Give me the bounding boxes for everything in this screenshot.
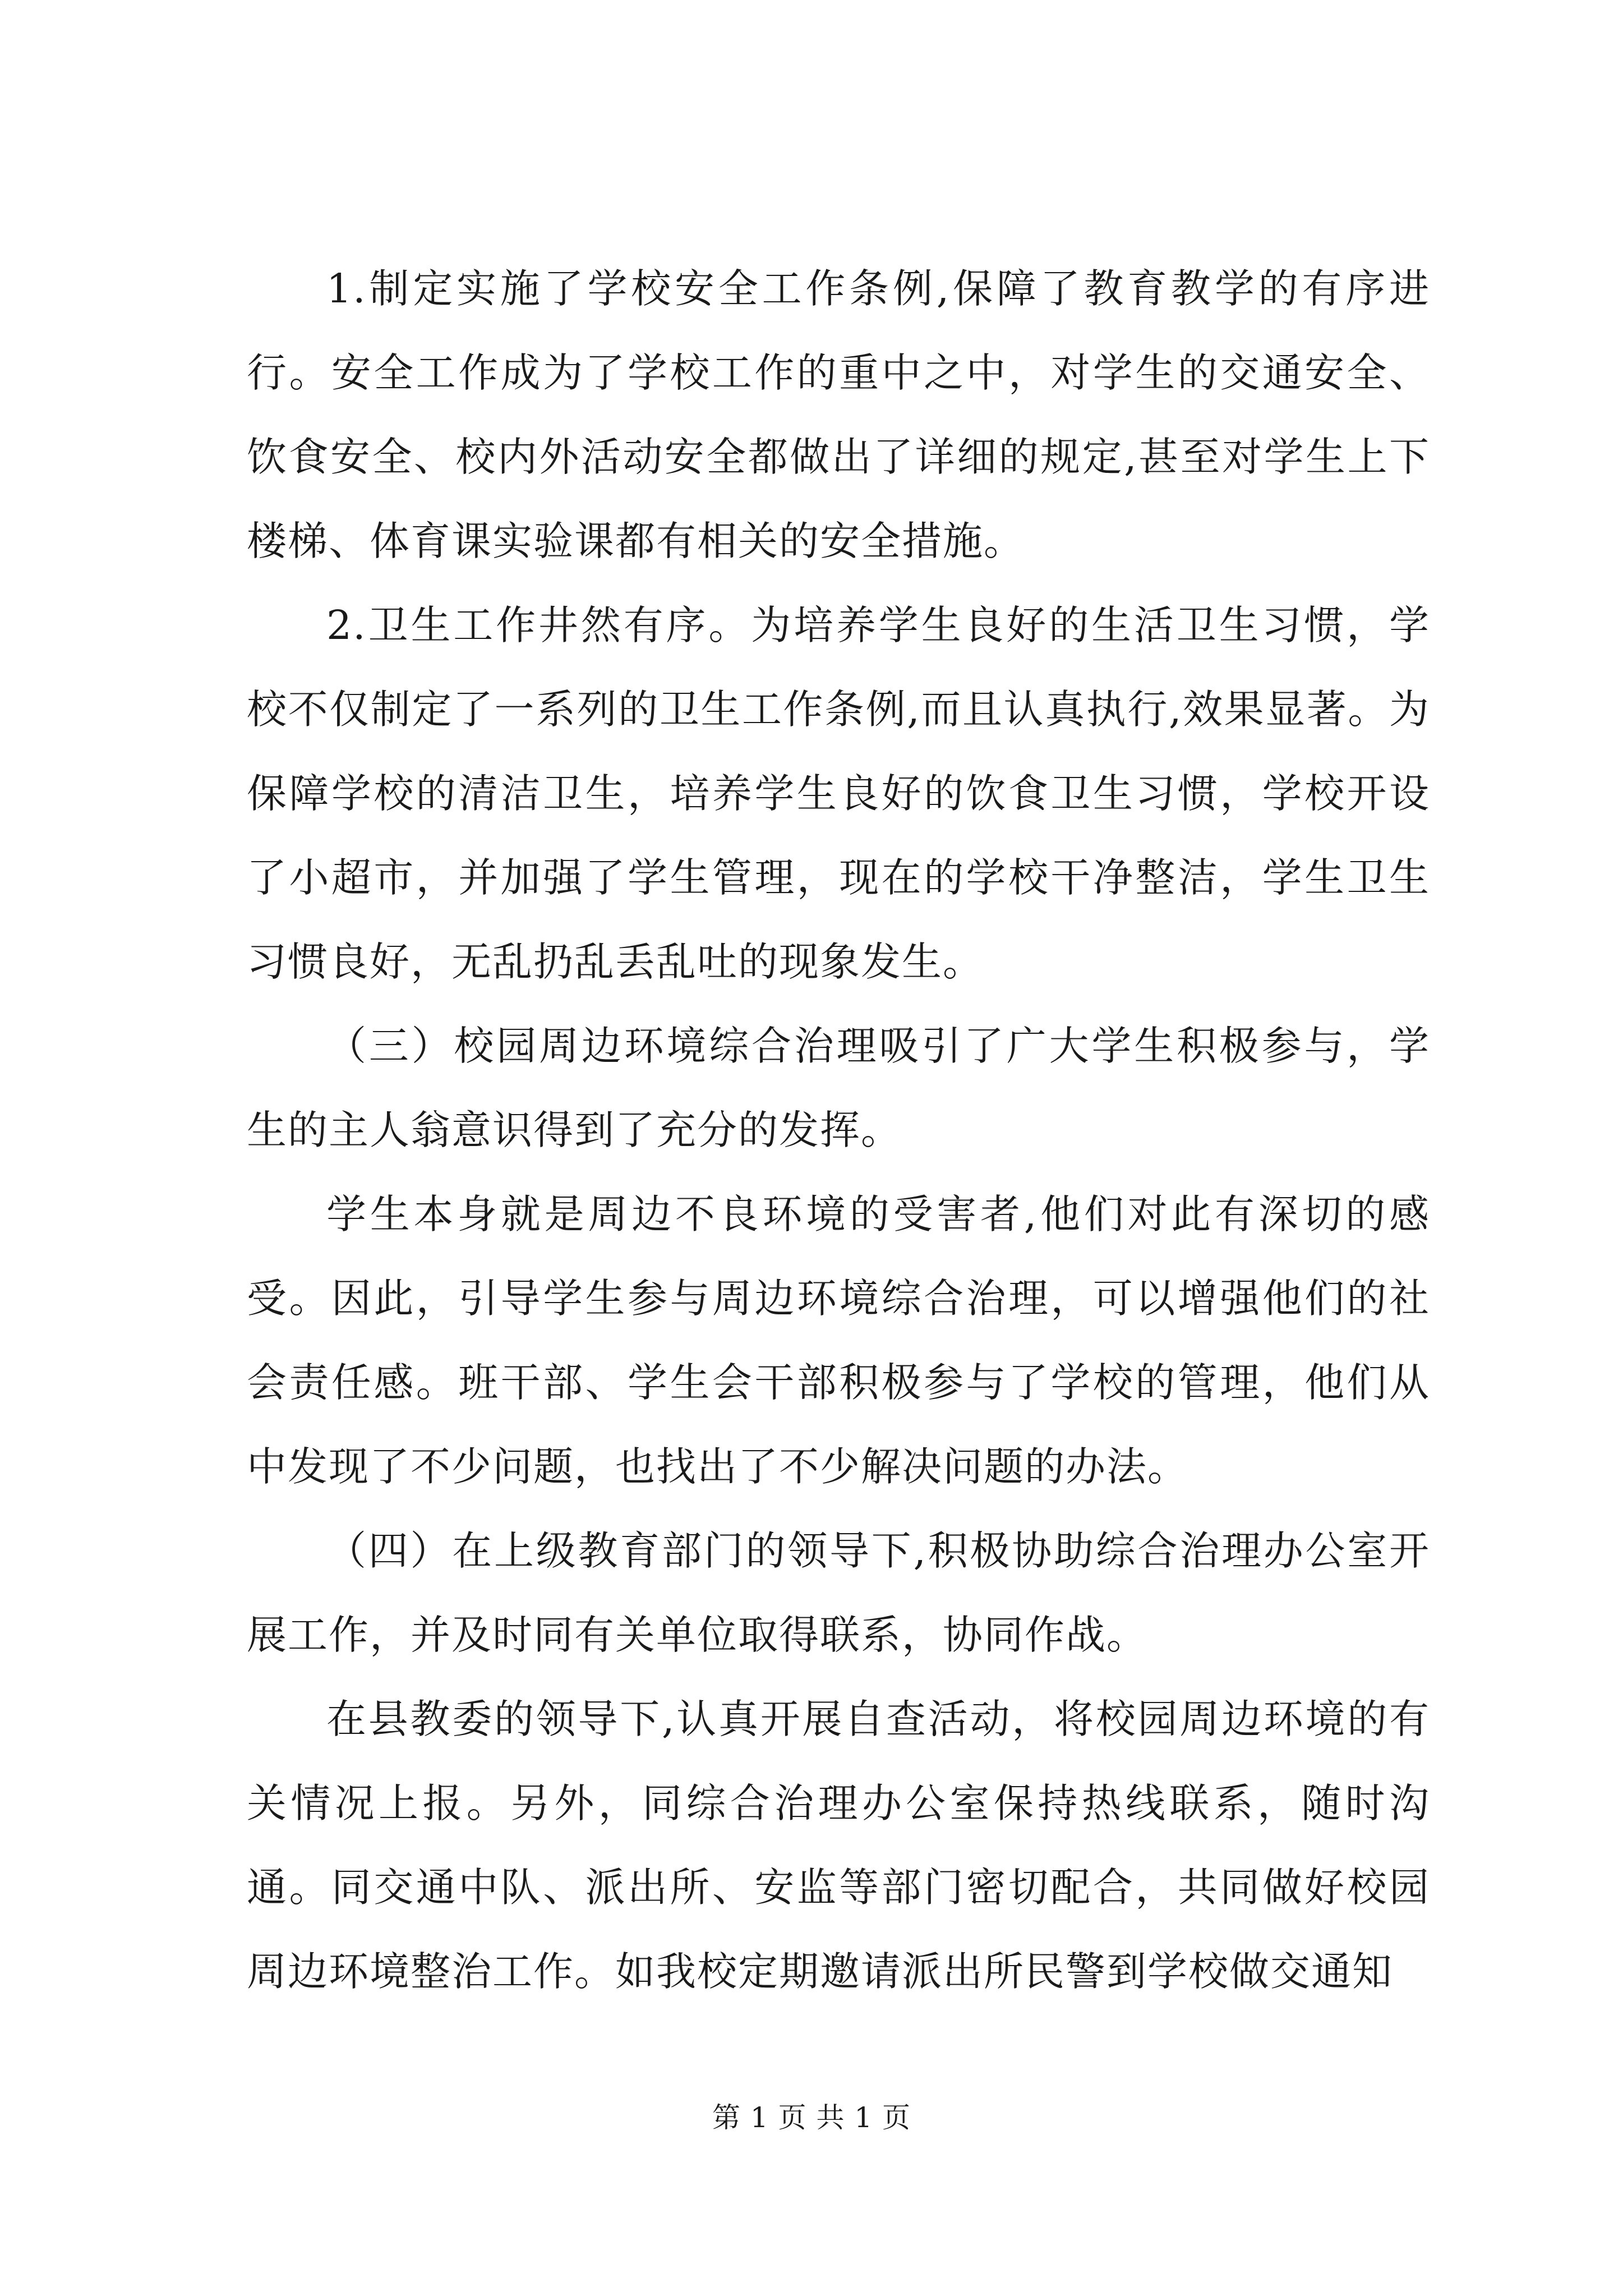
- paragraph-hygiene-work: 2.卫生工作井然有序。为培养学生良好的生活卫生习惯，学校不仅制定了一系列的卫生工作条例,而且认真执行,效果显著。为保障学校的清洁卫生，培养学生良好的饮食卫生习惯，学校开设了小超市，并加强了学生管理，现在的学校干净整洁，学生卫生习惯良好，无乱扔乱丢乱吐的现象发生。: [247, 602, 1430, 985]
- paragraph-student-participation: 学生本身就是周边不良环境的受害者,他们对此有深切的感受。因此，引导学生参与周边环境综合治理，可以增强他们的社会责任感。班干部、学生会干部积极参与了学校的管理，他们从中发现了不少问题，也找出了不少解决问题的办法。: [247, 1191, 1430, 1490]
- paragraph-county-inspection: 在县教委的领导下,认真开展自查活动，将校园周边环境的有关情况上报。另外，同综合治理办公室保持热线联系，随时沟通。同交通中队、派出所、安监等部门密切配合，共同做好校园周边环境整治工作。如我校定期邀请派出所民警到学校做交通知: [247, 1696, 1430, 1995]
- paragraph-section-three-heading: （三）校园周边环境综合治理吸引了广大学生积极参与，学生的主人翁意识得到了充分的发挥。: [247, 1023, 1430, 1153]
- paragraph-section-four-heading: （四）在上级教育部门的领导下,积极协助综合治理办公室开展工作，并及时同有关单位取得联系，协同作战。: [247, 1527, 1430, 1658]
- page-footer: 第 1 页 共 1 页: [712, 2101, 911, 2134]
- paragraph-safety-regulations: 1.制定实施了学校安全工作条例,保障了教育教学的有序进行。安全工作成为了学校工作的重中之中，对学生的交通安全、饮食安全、校内外活动安全都做出了详细的规定,甚至对学生上下楼梯、体育课实验课都有相关的安全措施。: [247, 265, 1430, 564]
- document-body: [247, 247, 1430, 2014]
